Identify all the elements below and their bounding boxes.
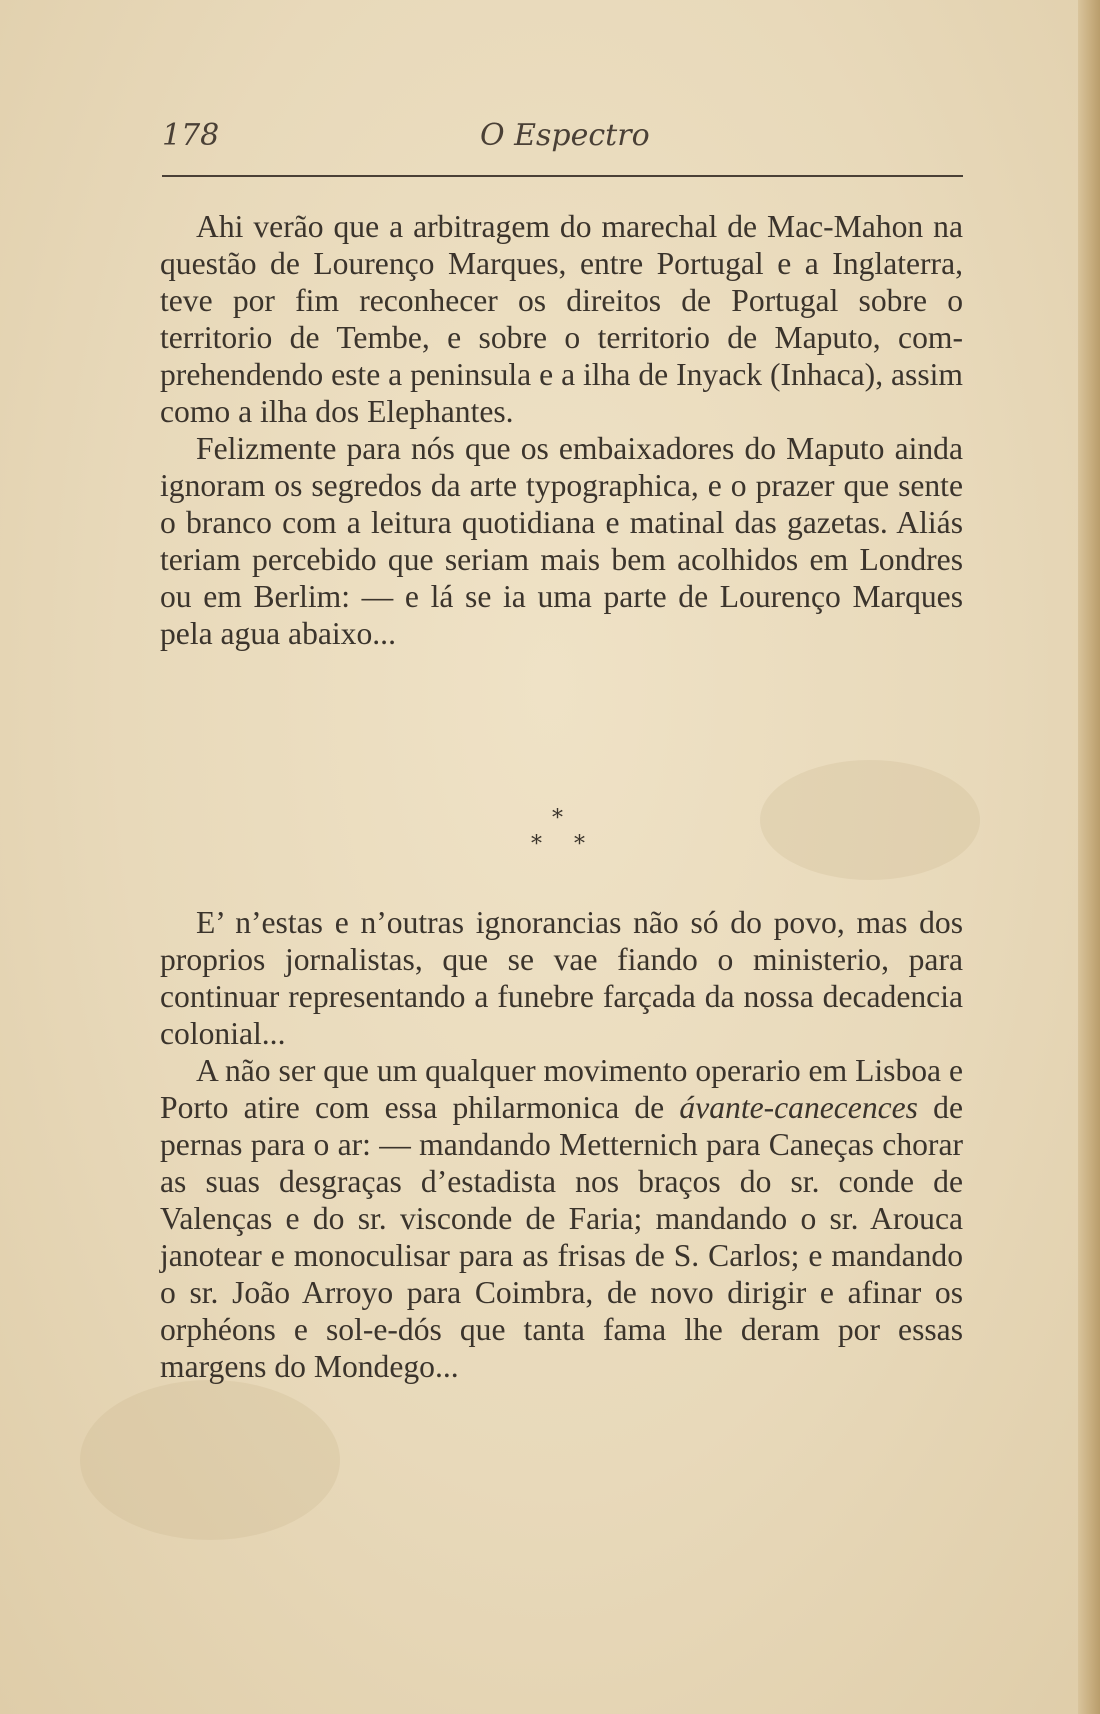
paper-stain bbox=[80, 1380, 340, 1540]
page-header bbox=[160, 112, 963, 158]
running-title: O Espectro bbox=[480, 118, 650, 153]
header-rule bbox=[162, 175, 963, 177]
paragraph: E’ n’estas e n’outras ignorancias não só do povo, mas dos proprios jornalistas, que se vae fiando o ministerio, para continuar representando a funebre farçada da nossa decadencia colonial... bbox=[160, 905, 963, 1051]
paragraph-text: de pernas para o ar: — mandando Metternich para Caneças chorar as suas desgraças d’estadista nos braços do sr. conde de Valenças e do sr. visconde de Faria; mandando o sr. Arouca janotear e monoculisar para as frisas de S. Carlos; e mandando o sr. João Arroyo para Coimbra, de novo dirigir e afinar os orphéons e sol-e-dós que tanta fama lhe deram por essas margens do Mondego... bbox=[160, 1090, 964, 1384]
text-block-lower bbox=[160, 904, 963, 1385]
page-edge bbox=[1078, 0, 1100, 1714]
asterisk: * bbox=[574, 832, 585, 857]
asterism-separator bbox=[520, 806, 600, 866]
italic-phrase: ávante-canecences bbox=[679, 1090, 918, 1125]
paragraph: Ahi verão que a arbitragem do marechal de Mac-Mahon na questão de Lourenço Marques, entre Portugal e a Inglaterra, teve por fim reconhecer os direitos de Portugal sobre o territorio de Tembe, e sobre o territorio de Maputo, comprehendendo este a peninsula e a ilha de Inyack (Inhaca), assim como a ilha dos Elephantes. bbox=[160, 209, 963, 429]
asterisk: * bbox=[552, 806, 563, 831]
paragraph bbox=[160, 1052, 963, 1385]
text-block-upper bbox=[160, 208, 963, 652]
asterisk: * bbox=[531, 832, 542, 857]
paragraph: Felizmente para nós que os embaixadores do Maputo ainda ignoram os segredos da arte typographica, e o prazer que sente o branco com a leitura quotidiana e matinal das gazetas. Aliás teriam percebido que seriam mais bem acolhidos em Londres ou em Berlim: — e lá se ia uma parte de Lourenço Marques pela agua abaixo... bbox=[160, 431, 963, 651]
paper-stain bbox=[760, 760, 980, 880]
page-number: 178 bbox=[162, 118, 220, 153]
paragraph-text: A não ser que um qualquer movimento operario em Lisboa e Porto atire com essa philarmonica de bbox=[160, 1053, 963, 1125]
